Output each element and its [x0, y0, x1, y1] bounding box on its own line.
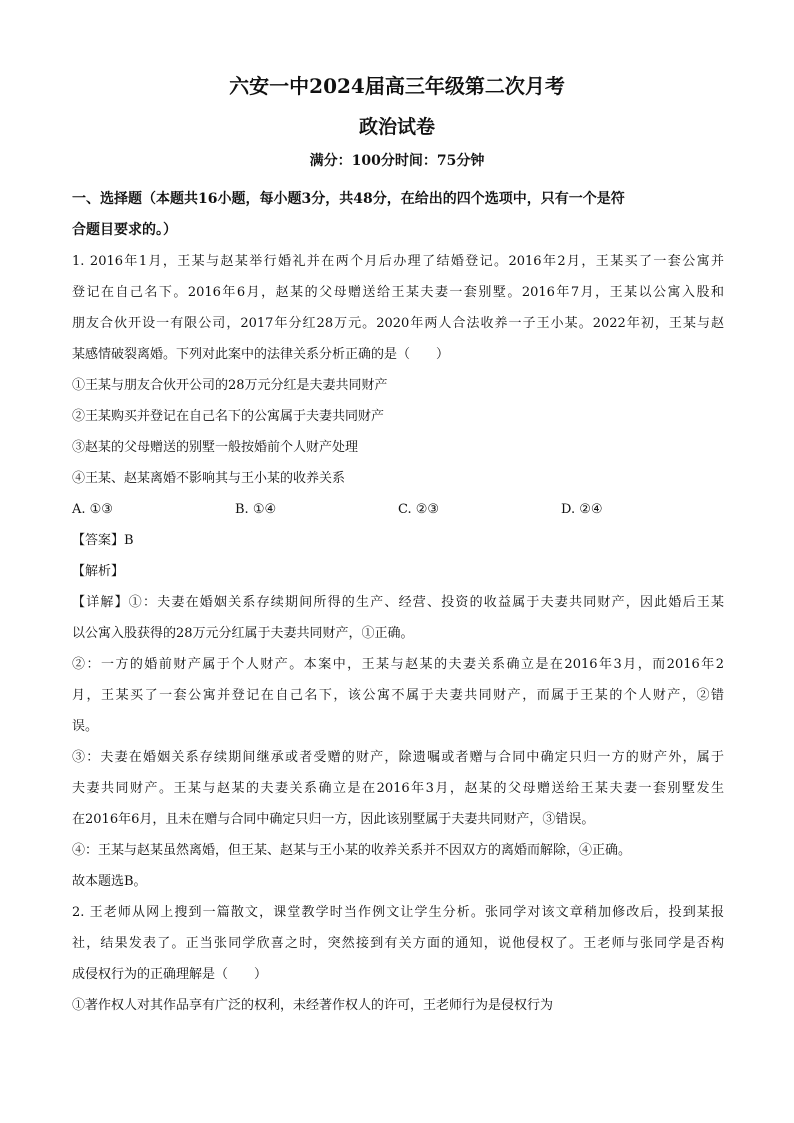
option-b: B. ①④ — [235, 502, 277, 517]
option-c: C. ②③ — [398, 502, 440, 517]
statement: ③赵某的父母赠送的别墅一般按婚前个人财产处理 — [72, 440, 359, 455]
analysis-label: 【解析】 — [72, 564, 125, 579]
detail-line: 【详解】①：夫妻在婚姻关系存续期间所得的生产、经营、投资的收益属于夫妻共同财产，因此婚后王某 — [72, 595, 724, 610]
exam-title: 六安一中2024届高三年级第二次月考 — [229, 74, 565, 98]
option-a: A. ①③ — [72, 502, 113, 517]
question-stem-line: 1. 2016年1月，王某与赵某举行婚礼并在两个月后办理了结婚登记。2016年2月，王某买了一套公寓并 — [72, 254, 724, 269]
question-stem-line: 朋友合伙开设一有限公司，2017年分红28万元。2020年两人合法收养一子王小某。2022年初，王某与赵 — [72, 316, 724, 331]
detail-line: 夫妻共同财产。王某与赵某的夫妻关系确立是在2016年3月，赵某的父母赠送给王某夫妻一套别墅发生 — [72, 781, 724, 796]
exam-meta: 满分：100分时间：75分钟 — [309, 153, 485, 169]
statement: ②王某购买并登记在自己名下的公寓属于夫妻共同财产 — [72, 409, 385, 424]
detail-line: ④：王某与赵某虽然离婚，但王某、赵某与王小某的收养关系并不因双方的离婚而解除，④正确。 — [72, 843, 632, 858]
exam-body — [72, 184, 724, 1021]
section-heading-line: 合题目要求的。） — [72, 222, 177, 238]
question-stem-line: 登记在自己名下。2016年6月，赵某的父母赠送给王某夫妻一套别墅。2016年7月，王某以公寓入股和 — [72, 285, 724, 300]
question-stem-line: 成侵权行为的正确理解是（ ） — [72, 967, 268, 982]
question-1 — [72, 246, 724, 897]
detail-line: 月，王某买了一套公寓并登记在自己名下，该公寓不属于夫妻共同财产，而属于王某的个人财产，②错 — [72, 688, 724, 703]
detail-line: 在2016年6月，且未在赠与合同中确定只归一方，因此该别墅属于夫妻共同财产，③错误。 — [72, 812, 595, 827]
statement: ④王某、赵某离婚不影响其与王小某的收养关系 — [72, 471, 346, 486]
detail-line: 以公寓入股获得的28万元分红属于夫妻共同财产，①正确。 — [72, 626, 414, 641]
statement: ①王某与朋友合伙开公司的28万元分红是夫妻共同财产 — [72, 378, 388, 393]
question-stem-line: 某感情破裂离婚。下列对此案中的法律关系分析正确的是（ ） — [72, 347, 450, 362]
options-row — [72, 494, 724, 525]
exam-subject: 政治试卷 — [358, 116, 435, 138]
statement: ①著作权人对其作品享有广泛的权利，未经著作权人的许可，王老师行为是侵权行为 — [72, 998, 554, 1013]
detail-line: ②：一方的婚前财产属于个人财产。本案中，王某与赵某的夫妻关系确立是在2016年3月，而2016年2 — [72, 657, 724, 672]
detail-line: 误。 — [72, 719, 99, 734]
answer: 【答案】B — [72, 533, 134, 548]
detail-line: 故本题选B。 — [72, 874, 147, 889]
question-stem-line: 社，结果发表了。正当张同学欣喜之时，突然接到有关方面的通知，说他侵权了。王老师与张同学是否构 — [72, 936, 724, 951]
question-2 — [72, 897, 724, 1021]
question-stem-line: 2. 王老师从网上搜到一篇散文，课堂教学时当作例文让学生分析。张同学对该文章稍加修改后，投到某报 — [72, 905, 724, 920]
detail-line: ③：夫妻在婚姻关系存续期间继承或者受赠的财产，除遗嘱或者赠与合同中确定只归一方的财产外，属于 — [72, 750, 724, 765]
option-d: D. ②④ — [561, 502, 603, 517]
section-heading-line: 一、选择题（本题共16小题，每小题3分，共48分，在给出的四个选项中，只有一个是符 — [72, 191, 625, 207]
